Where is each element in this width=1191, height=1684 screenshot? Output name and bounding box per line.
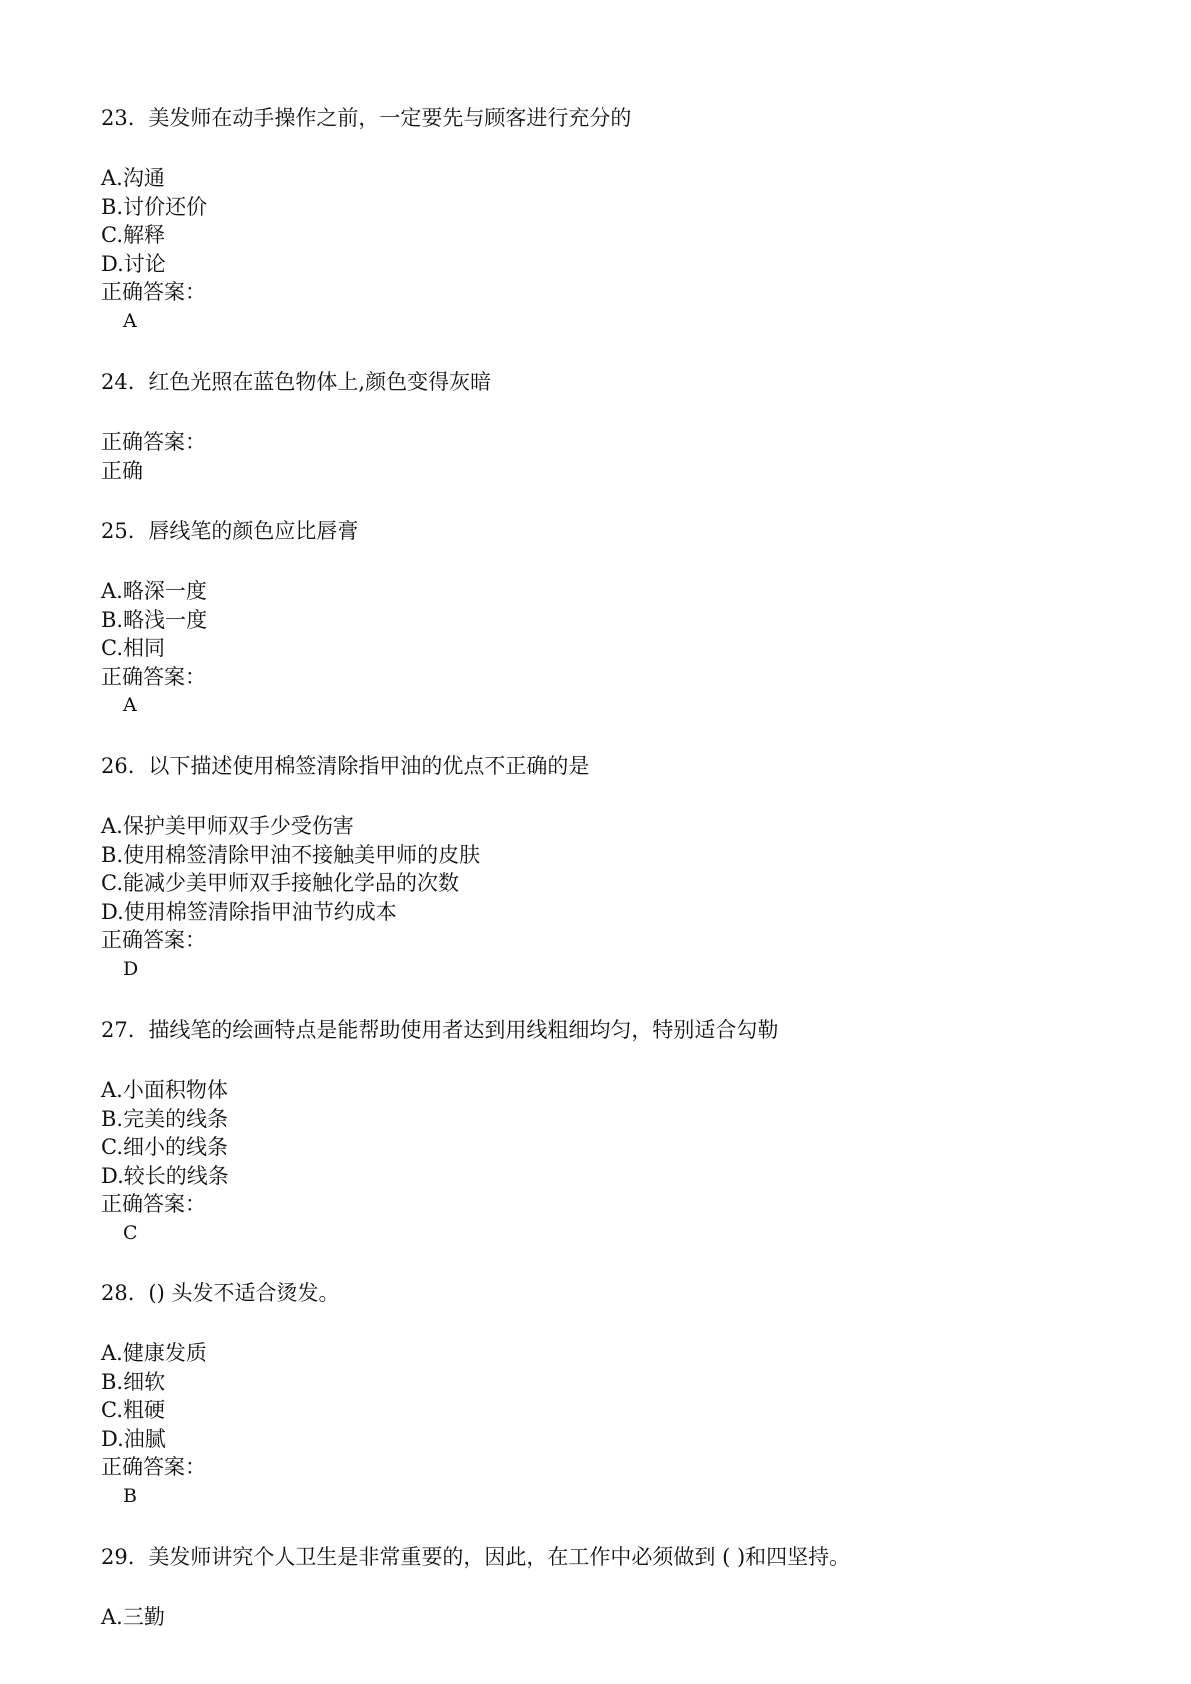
answer-label: 正确答案： <box>101 1455 206 1479</box>
option-a: A.沟通 <box>101 166 165 190</box>
question-text: 唇线笔的颜色应比唇膏 <box>148 519 359 543</box>
option-a: A.保护美甲师双手少受伤害 <box>101 814 354 838</box>
question-title <box>101 104 1101 132</box>
option-b: B.细软 <box>101 1369 166 1394</box>
answer-block <box>101 428 1101 485</box>
option-list <box>101 1339 1101 1510</box>
question-25 <box>101 517 1101 720</box>
answer-label: 正确答案： <box>101 664 206 689</box>
option-list <box>101 577 1101 720</box>
question-number: 23. <box>101 106 135 130</box>
answer-label: 正确答案： <box>101 1192 206 1216</box>
question-title <box>101 1279 1101 1307</box>
question-title <box>101 752 1101 780</box>
question-28 <box>101 1279 1101 1510</box>
option-b: B.讨价还价 <box>101 194 208 219</box>
question-26 <box>101 752 1101 983</box>
question-number: 24. <box>101 370 135 394</box>
option-d: D.油腻 <box>101 1426 166 1451</box>
question-text: 红色光照在蓝色物体上,颜色变得灰暗 <box>148 370 492 394</box>
option-c: C.解释 <box>101 223 165 247</box>
option-d: D.较长的线条 <box>101 1163 229 1188</box>
option-a: A.略深一度 <box>101 579 207 603</box>
question-27 <box>101 1016 1101 1247</box>
question-text: 描线笔的绘画特点是能帮助使用者达到用线粗细均匀，特别适合勾勒 <box>148 1018 779 1042</box>
answer-value: B <box>123 1484 137 1507</box>
option-b: B.完美的线条 <box>101 1106 229 1131</box>
question-title <box>101 517 1101 545</box>
option-a: A.健康发质 <box>101 1341 207 1365</box>
option-a: A.三勤 <box>101 1605 165 1629</box>
option-c: C.能减少美甲师双手接触化学品的次数 <box>101 871 459 895</box>
option-b: B.略浅一度 <box>101 607 208 632</box>
question-number: 28. <box>101 1281 135 1305</box>
option-c: C.粗硬 <box>101 1398 165 1422</box>
option-c: C.相同 <box>101 636 165 660</box>
option-list <box>101 1076 1101 1247</box>
question-24 <box>101 368 1101 485</box>
answer-value: A <box>123 694 137 716</box>
answer-value: C <box>123 1221 138 1244</box>
answer-label: 正确答案： <box>101 280 206 304</box>
question-text: 美发师讲究个人卫生是非常重要的，因此，在工作中必须做到 ( )和四坚持。 <box>148 1545 851 1569</box>
option-d: D.讨论 <box>101 251 166 276</box>
option-d: D.使用棉签清除指甲油节约成本 <box>101 899 397 924</box>
question-number: 25. <box>101 519 135 543</box>
question-text: () 头发不适合烫发。 <box>148 1281 340 1305</box>
option-c: C.细小的线条 <box>101 1135 228 1159</box>
answer-label: 正确答案： <box>101 928 206 952</box>
question-29 <box>101 1543 1101 1632</box>
option-list <box>101 164 1101 335</box>
option-a: A.小面积物体 <box>101 1078 228 1102</box>
question-title <box>101 1543 1101 1571</box>
answer-value: D <box>123 957 139 980</box>
question-text: 以下描述使用棉签清除指甲油的优点不正确的是 <box>148 754 590 778</box>
question-title <box>101 1016 1101 1044</box>
option-list <box>101 1603 1101 1632</box>
question-text: 美发师在动手操作之前，一定要先与顾客进行充分的 <box>148 106 632 130</box>
question-number: 27. <box>101 1018 135 1042</box>
answer-value: A <box>123 309 137 332</box>
option-b: B.使用棉签清除甲油不接触美甲师的皮肤 <box>101 842 481 867</box>
option-list <box>101 812 1101 983</box>
answer-value: 正确 <box>101 458 143 483</box>
question-number: 29. <box>101 1545 135 1569</box>
question-number: 26. <box>101 754 135 778</box>
question-23 <box>101 104 1101 335</box>
question-title <box>101 368 1101 396</box>
answer-label: 正确答案： <box>101 430 206 454</box>
